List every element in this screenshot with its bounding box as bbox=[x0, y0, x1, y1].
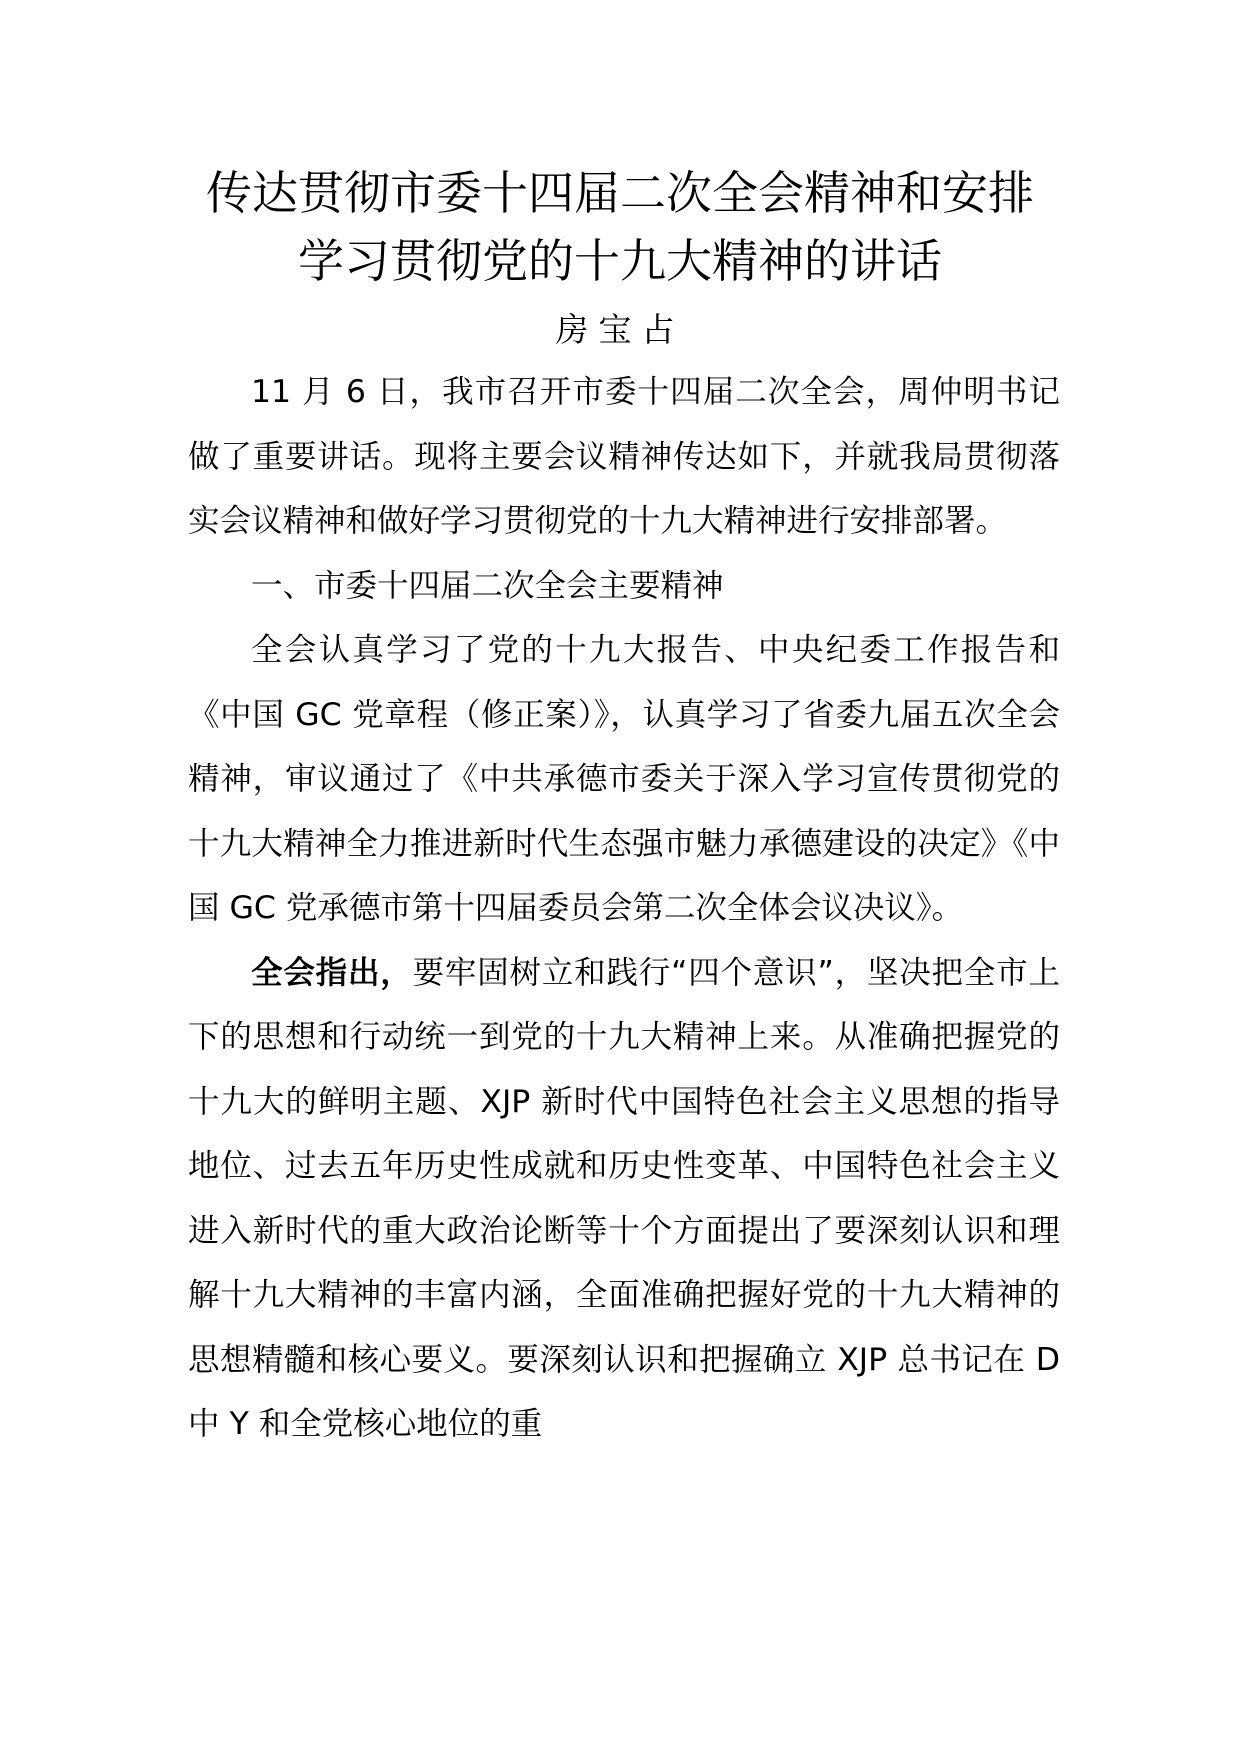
paragraph-intro: 11 月 6 日，我市召开市委十四届二次全会，周仲明书记做了重要讲话。现将主要会议精神传达如下，并就我局贯彻落实会议精神和做好学习贯彻党的十九大精神进行安排部署。 bbox=[188, 374, 1060, 539]
paragraph-plenary-study: 全会认真学习了党的十九大报告、中央纪委工作报告和《中国 GC 党章程（修正案）》，认真学习了省委九届五次全会精神，审议通过了《中共承德市委关于深入学习宣传贯彻党的十九大精神全力推进新时代生态强市魅力承德建设的决定》《中国 GC 党承德市第十四届委员会第二次全体会议决议》。 bbox=[188, 632, 1060, 926]
paragraph-plenary-points bbox=[188, 941, 1060, 1457]
paragraph-lead-bold: 全会指出， bbox=[251, 954, 413, 991]
document-title-line-2: 学习贯彻党的十九大精神的讲话 bbox=[298, 234, 942, 288]
document-title-line-1: 传达贯彻市委十四届二次全会精神和安排 bbox=[206, 166, 1034, 220]
document-author: 房宝占 bbox=[555, 310, 685, 349]
document-body bbox=[188, 360, 1060, 1457]
paragraph-plenary-points-text: 要牢固树立和践行“四个意识”，坚决把全市上下的思想和行动统一到党的十九大精神上来。从准确把握党的十九大的鲜明主题、XJP 新时代中国特色社会主义思想的指导地位、过去五年历史性成就和历史性变革、中国特色社会主义进入新时代的重大政治论断等十个方面提出了要深刻认识和理解十九大精神的丰富内涵，全面准确把握好党的十九大精神的思想精髓和核心要义。要深刻认识和把握确立 XJP 总书记在 D 中 Y 和全党核心地位的重 bbox=[188, 954, 1060, 1442]
section-heading-1: 一、市委十四届二次全会主要精神 bbox=[251, 567, 724, 604]
